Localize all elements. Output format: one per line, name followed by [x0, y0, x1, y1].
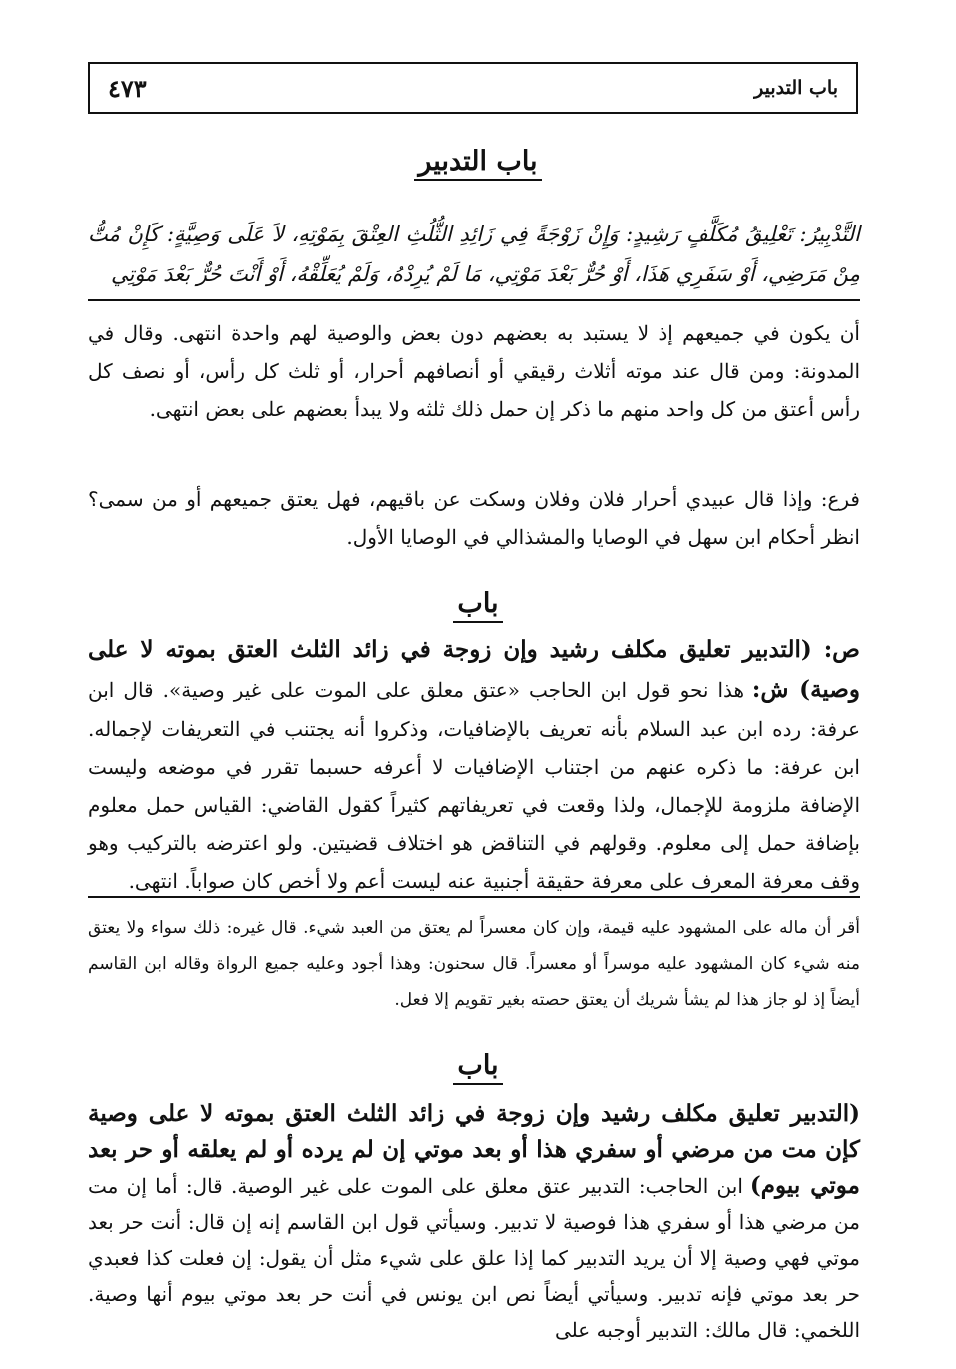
commentary-paragraph-2: فرع: وإذا قال عبيدي أحرار فلان وفلان وسكت عن باقيهم، فهل يعتق جميعهم أو من سمى؟ انظر أحكام ابن سهل في الوصايا والمشذالي في الوصايا الأول.: [88, 487, 860, 549]
divider-rule-2: [88, 896, 860, 898]
bab-heading-2: [0, 1050, 956, 1081]
section-title: [0, 146, 956, 177]
matn-quote-2: (التدبير تعليق مكلف رشيد وإن زوجة في زائد الثلث العتق بموته لا على وصية كإن مت من مرضي أو سفري هذا أو بعد موتي إن لم يرده أو لم يعلقه أو حر بعد موتي بيوم): [88, 1100, 860, 1199]
commentary-paragraph-5: [88, 1096, 860, 1348]
sharh-text-1: هذا نحو قول ابن الحاجب «عتق معلق على الموت على غير وصية». قال ابن عرفة: رده ابن عبد السلام بأنه تعريف بالإضافيات، وذكروا أنه يجتنب في التعريفات لإجماله. ابن عرفة: ما ذكره عنهم من اجتناب الإضافيات لا أعرفه حسبما تقرر في موضعه وليست الإضافة ملزومة للإجمال، ولذا وقعت في تعريفاتهم كثيراً كقول القاضي: القياس حمل معلوم بإضافة حمل إلى معلوم. وقولهم في التناقض هو اختلاف قضيتين. ولو اعترضه بالتركيب وهو وقف معرفة المعرف على معرفة حقيقة أجنبية عنه ليست أعم ولا أخص كان صواباً. انتهى.: [88, 678, 860, 893]
bab-heading-1-text: باب: [453, 588, 502, 623]
divider-rule: [88, 299, 860, 301]
page-number: ٤٧٣: [108, 73, 147, 103]
section-title-text: باب التدبير: [414, 146, 541, 181]
commentary-paragraph-1: أن يكون في جميعهم إذ لا يستبد به بعضهم دون بعض والوصية لهم واحدة انتهى. وقال في المدونة: ومن قال عند موته أثلاث رقيقي أو أنصافهم أحرار، أو ثلث كل رأس، أو نصف كل رأس أعتق من كل واحد منهم ما ذكر إن حمل ذلك ثلثه ولا يبدأ بعضهم على بعض انتهى.: [88, 321, 860, 421]
bab-heading-1: [0, 588, 956, 619]
commentary-paragraph-3: [88, 630, 860, 900]
matn-text: التَّدْبِيرُ: تَعْلِيقُ مُكَلَّفٍ رَشِيدٍ: وَإِنْ زَوْجَةً فِي زَائِدِ الثُّلُثِ العِتْقَ بِمَوْتِهِ، لاَ عَلَى وَصِيَّةٍ: كَإِنْ مُتُّ مِنْ مَرَضِي، أَوْ سَفَرِي هَذَا، أَوْ حُرٌّ بَعْدَ مَوْتِي، مَا لَمْ يُرِدْهُ، وَلَمْ يُعَلِّقْهُ، أَوْ أَنْتَ حُرٌّ بَعْدَ مَوْتِي: [88, 222, 860, 286]
header-title: باب التدبير: [754, 77, 838, 99]
bab-heading-2-text: باب: [453, 1050, 502, 1085]
sharh-text-2: ابن الحاجب: التدبير عتق معلق على الموت على غير الوصية. قال: أما إن مت من مرضي هذا أو سفري هذا فوصية لا تدبير. وسيأتي قول ابن القاسم إنه إن قال: أنت حر بعد موتي فهي وصية إلا أن يريد التدبير كما إذا علق على شيء مثل أن يقول: إن فعلت كذا فعبدي حر بعد موتي فإنه تدبير. وسيأتي أيضاً نص ابن يونس في أنت حر بعد موتي بيوم أنها وصية. اللخمي: قال مالك: التدبير أوجبه على: [88, 1174, 860, 1342]
footnote-paragraph: أقر أن ماله على المشهود عليه قيمة، وإن كان معسراً لم يعتق من العبد شيء. قال غيره: ذلك سواء ولا يعتق منه شيء كان المشهود عليه موسراً أو معسراً. قال سحنون: وهذا أجود وعليه جميع الرواة وقاله ابن القاسم أيضاً إذ لو جاز هذا لم يشأ شريك أن يعتق حصته بغير تقويم إلا فعل.: [88, 918, 860, 1010]
running-header: [88, 62, 858, 114]
matn-quote-1: ص: (التدبير تعليق مكلف رشيد وإن زوجة في زائد الثلث العتق بموته لا على وصية) ش:: [88, 636, 860, 703]
